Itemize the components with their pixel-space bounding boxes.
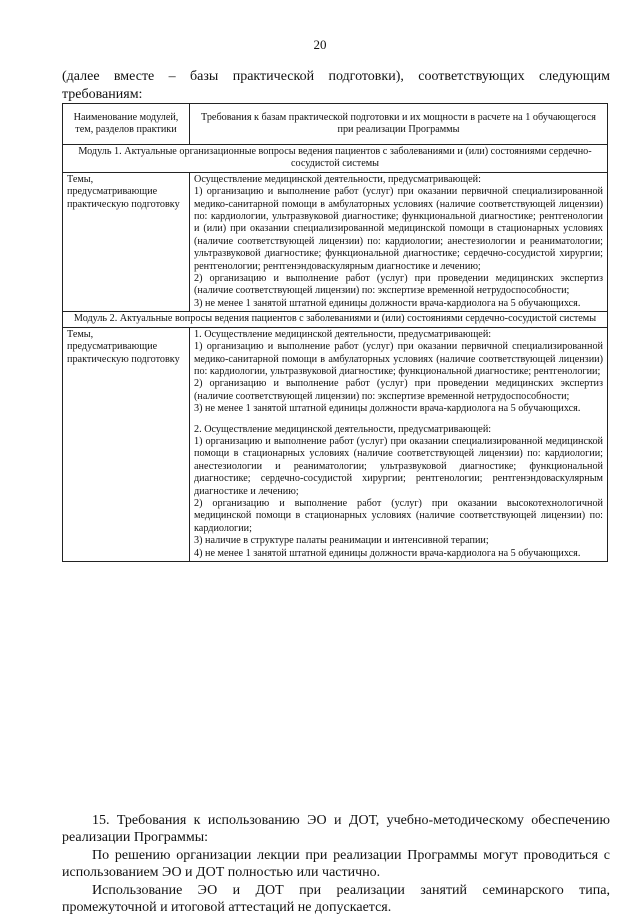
module-1-item: Осуществление медицинской деятельности, предусматривающей: [194,173,481,185]
closing-section [62,812,610,916]
module-1-item: 2) организацию и выполнение работ (услуг) при проведении медицинских экспертиз (наличие соответствующей лицензии) по: экспертизе временной нетрудоспособности; [194,273,603,297]
module-1-title: Модуль 1. Актуальные организационные вопросы ведения пациентов с заболеваниями и (или) состояниями сердечно-сосудистой системы [63,145,608,173]
module-2-part1-item: 3) не менее 1 занятой штатной единицы должности врача-кардиолога на 5 обучающихся. [194,403,581,415]
module-2-topics-label: Темы, предусматривающие практическую подготовку [63,327,190,561]
page-number: 20 [313,37,327,52]
module-2-title-row [63,312,608,327]
section-15-heading: 15. Требования к использованию ЭО и ДОТ, учебно-методическому обеспечению реализации Программы: [62,813,610,845]
module-2-part1-item: 1. Осуществление медицинской деятельности, предусматривающей: [194,328,492,340]
module-2-part1-item: 1) организацию и выполнение работ (услуг) при оказании первичной специализированной медико-санитарной помощи в амбулаторных условиях (наличие соответствующей лицензии) по: кардиологии, ультразвуковой диагностике; функциональной диагностике; рентгенологии; [194,341,603,377]
module-1-requirements [190,172,608,311]
module-2-part2-item: 3) наличие в структуре палаты реанимации и интенсивной терапии; [194,535,489,547]
module-2-requirements [190,327,608,561]
table-header-row [63,104,608,145]
module-1-title-row [63,145,608,173]
module-1-item: 1) организацию и выполнение работ (услуг) при оказании первичной специализированной медико-санитарной помощи в амбулаторных условиях (наличие соответствующей лицензии) по: кардиологии, ультразвуковой диагностике; функциональной диагностике; рентгенологии и (или) при оказании специализированной медицинской помощи в стационарных условиях (наличие соответствующей лицензии) по: кардиологии; анестезиологии и реаниматологии; ультразвуковой диагностике; функциональной диагностике; сердечно-сосудистой хирургии; рентгенологии; рентгенэндоваскулярным диагностике и лечению; [194,186,603,272]
module-2-part2-item: 2) организацию и выполнение работ (услуг) при оказании высокотехнологичной медицинской помощи в стационарных условиях (наличие соответствующей лицензии) по: кардиологии; [194,497,603,534]
lectures-paragraph: По решению организации лекции при реализации Программы могут проводиться с использованием ЭО и ДОТ полностью или частично. [62,848,610,880]
module-2-row [63,327,608,561]
module-2-part1-item: 2) организацию и выполнение работ (услуг) при проведении медицинских экспертиз (наличие соответствующей лицензии) по: экспертизе временной нетрудоспособности; [194,378,603,402]
module-2-part2-item: 2. Осуществление медицинской деятельности, предусматривающей: [194,423,492,435]
module-2-title: Модуль 2. Актуальные вопросы ведения пациентов с заболеваниями и (или) состояниями сердечно-сосудистой системы [63,312,608,327]
header-col-modules: Наименование модулей, тем, разделов практики [63,104,190,145]
module-2-part2-item: 4) не менее 1 занятой штатной единицы должности врача-кардиолога на 5 обучающихся. [194,547,581,559]
module-2-part2-item: 1) организацию и выполнение работ (услуг) при оказании специализированной медицинской помощи в стационарных условиях (наличие соответствующей лицензии) по: кардиологии; анестезиологии и реаниматологии; ультразвуковой диагностике; функциональной диагностике; сердечно-сосудистой хирургии; рентгенологии; рентгенэндоваскулярным диагностике и лечению; [194,435,603,497]
module-1-item: 3) не менее 1 занятой штатной единицы должности врача-кардиолога на 5 обучающихся. [194,297,581,309]
module-1-topics-label: Темы, предусматривающие практическую подготовку [63,172,190,311]
header-col-requirements: Требования к базам практической подготовки и их мощности в расчете на 1 обучающегося при реализации Программы [190,104,608,145]
module-1-row [63,172,608,311]
seminars-paragraph: Использование ЭО и ДОТ при реализации занятий семинарского типа, промежуточной и итоговой аттестаций не допускается. [62,883,610,915]
requirements-table [62,103,608,562]
intro-paragraph: (далее вместе – базы практической подготовки), соответствующих следующим требованиям: [62,69,610,102]
